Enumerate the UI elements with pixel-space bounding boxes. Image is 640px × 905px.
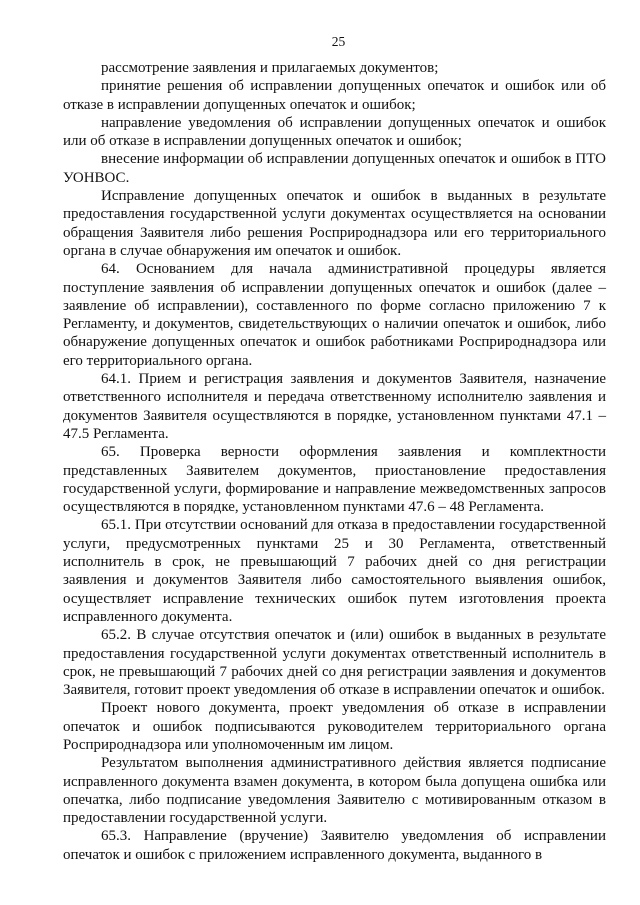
- page-number: 25: [331, 34, 346, 49]
- paragraph: 65. Проверка верности оформления заявления и комплектности представленных Заявителем документов, приостановление предоставления государственной услуги, формирование и направление межведомственных запросов осуществляются в порядке, установленном пунктами 47.6 – 48 Регламента.: [63, 444, 606, 516]
- paragraph: 65.1. При отсутствии оснований для отказа в предоставлении государственной услуги, предусмотренных пунктами 25 и 30 Регламента, ответственный исполнитель в срок, не превышающий 7 рабочих дней со дня регистрации заявления и документов Заявителя либо самостоятельного выявления ошибок, осуществляет исправление технических ошибок путем изготовления проекта исправленного документа.: [63, 517, 606, 625]
- paragraph: 65.2. В случае отсутствия опечаток и (или) ошибок в выданных в результате предоставления государственной услуги документах ответственный исполнитель в срок, не превышающий 7 рабочих дней со дня регистрации заявления и документов Заявителя, готовит проект уведомления об отказе в исправлении опечаток и ошибок.: [63, 627, 606, 699]
- paragraph: Проект нового документа, проект уведомления об отказе в исправлении опечаток и ошибок подписываются руководителем территориального органа Росприроднадзора или уполномоченным им лицом.: [63, 700, 606, 753]
- paragraph: внесение информации об исправлении допущенных опечаток и ошибок в ПТО УОНВОС.: [63, 151, 606, 186]
- paragraph: Исправление допущенных опечаток и ошибок в выданных в результате предоставления государственной услуги документах осуществляется на основании обращения Заявителя либо решения Росприроднадзора или его территориального органа в случае обнаружения им опечаток и ошибок.: [63, 188, 606, 259]
- body-text: [63, 59, 606, 864]
- paragraph: Результатом выполнения административного действия является подписание исправленного документа взамен документа, в котором была допущена ошибка или опечатка, либо подписание уведомления Заявителю с мотивированным отказом в предоставлении государственной услуги.: [63, 755, 606, 827]
- paragraph: 64.1. Прием и регистрация заявления и документов Заявителя, назначение ответственного исполнителя и передача ответственному исполнителю заявления и документов Заявителя осуществляются в порядке, установленном пунктами 47.1 – 47.5 Регламента.: [63, 371, 606, 442]
- paragraph: принятие решения об исправлении допущенных опечаток и ошибок или об отказе в исправлении допущенных опечаток и ошибок;: [63, 78, 606, 113]
- paragraph: 64. Основанием для начала административной процедуры является поступление заявления об исправлении допущенных опечаток и ошибок (далее – заявление об исправлении), составленного по форме согласно приложению 7 к Регламенту, и документов, свидетельствующих о наличии опечаток и ошибок, либо обнаружение допущенных опечаток и ошибок работниками Росприроднадзора или его территориального органа.: [63, 261, 606, 369]
- paragraph: направление уведомления об исправлении допущенных опечаток и ошибок или об отказе в исправлении допущенных опечаток и ошибок;: [63, 114, 606, 150]
- paragraph: рассмотрение заявления и прилагаемых документов;: [101, 60, 439, 76]
- paragraph: 65.3. Направление (вручение) Заявителю уведомления об исправлении опечаток и ошибок с приложением исправленного документа, выданного в: [63, 828, 606, 863]
